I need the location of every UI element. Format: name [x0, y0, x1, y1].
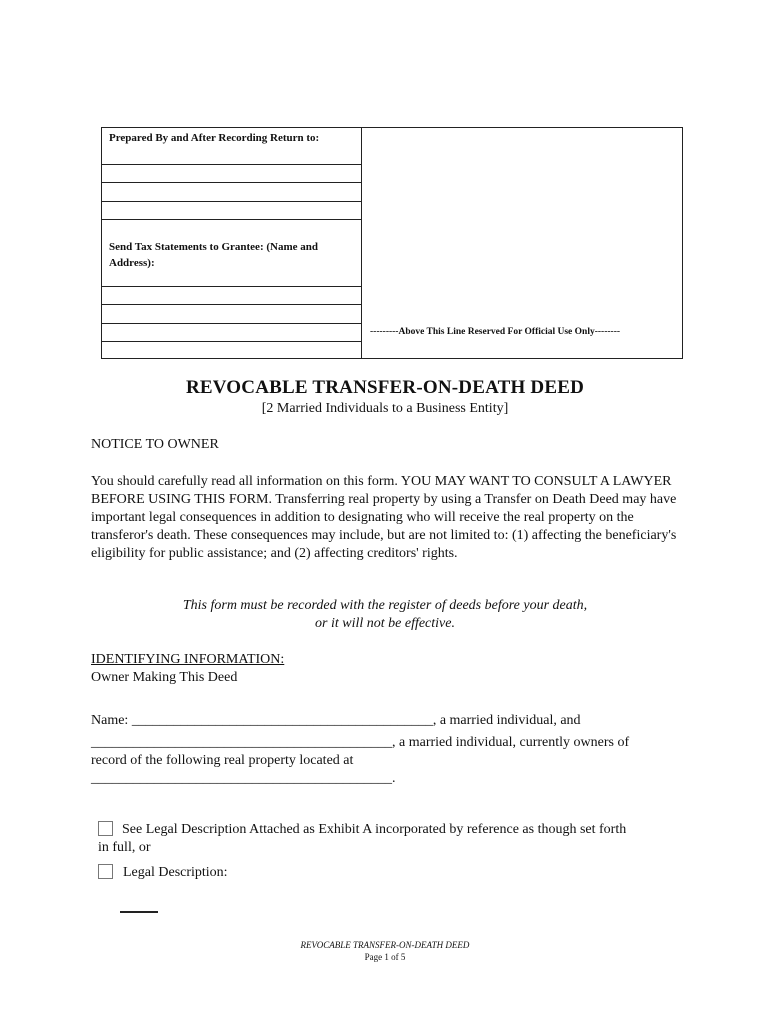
tax-statements-label: Send Tax Statements to Grantee: (Name and Address): — [109, 241, 318, 269]
tax-address-line-4[interactable] — [102, 341, 361, 342]
exhibit-option-line-1: See Legal Description Attached as Exhibit A incorporated by reference as though set forth — [122, 822, 627, 837]
return-address-line-4[interactable] — [102, 219, 361, 220]
owner-name-line-2[interactable]: ___________________________________________, a married individual, currently owners of — [91, 735, 630, 750]
footer-page-number: Page 1 of 5 — [364, 952, 406, 962]
recording-notice-line-2: or it will not be effective. — [315, 616, 455, 631]
notice-paragraph: You should carefully read all information on this form. YOU MAY WANT TO CONSULT A LAWYER BEFORE USING THIS FORM. Transferring real property by using a Transfer on Death Deed may have important legal consequences in addition to designating who will receive the real property on the transferor's death. These consequences may include, but are not limited to: (1) affecting the beneficiary's eligibility for public assistance; and (2) affecting creditors' rights. — [91, 474, 677, 561]
property-location-line[interactable]: ___________________________________________. — [91, 771, 396, 786]
official-use-notice: ---------Above This Line Reserved For Official Use Only-------- — [370, 327, 621, 337]
tax-address-line-2[interactable] — [102, 304, 361, 305]
legal-description-label: Legal Description: — [123, 865, 228, 880]
return-address-line-2[interactable] — [102, 182, 361, 183]
exhibit-option-line-2: in full, or — [98, 840, 151, 855]
owner-heading: Owner Making This Deed — [91, 670, 238, 685]
document-title: REVOCABLE TRANSFER-ON-DEATH DEED — [185, 377, 585, 398]
owner-name-line-1[interactable]: Name: ___________________________________________, a married individual, and — [91, 713, 581, 728]
recording-notice-line-1: This form must be recorded with the register of deeds before your death, — [182, 598, 588, 613]
recording-box — [101, 127, 683, 359]
tax-address-line-1[interactable] — [102, 286, 361, 287]
legal-description-checkbox[interactable] — [98, 864, 113, 879]
footer-document-title: REVOCABLE TRANSFER-ON-DEATH DEED — [300, 940, 470, 950]
legal-description-rule — [120, 911, 158, 913]
notice-heading: NOTICE TO OWNER — [91, 437, 219, 452]
return-address-line-3[interactable] — [102, 201, 361, 202]
property-location-text: record of the following real property located at — [91, 753, 354, 768]
prepared-by-label: Prepared By and After Recording Return to: — [109, 132, 320, 144]
recording-info-column — [102, 128, 362, 358]
identifying-heading: IDENTIFYING INFORMATION: — [91, 652, 285, 667]
document-subtitle: [2 Married Individuals to a Business Entity] — [261, 401, 509, 416]
tax-address-line-3[interactable] — [102, 323, 361, 324]
exhibit-checkbox[interactable] — [98, 821, 113, 836]
return-address-line-1[interactable] — [102, 164, 361, 165]
